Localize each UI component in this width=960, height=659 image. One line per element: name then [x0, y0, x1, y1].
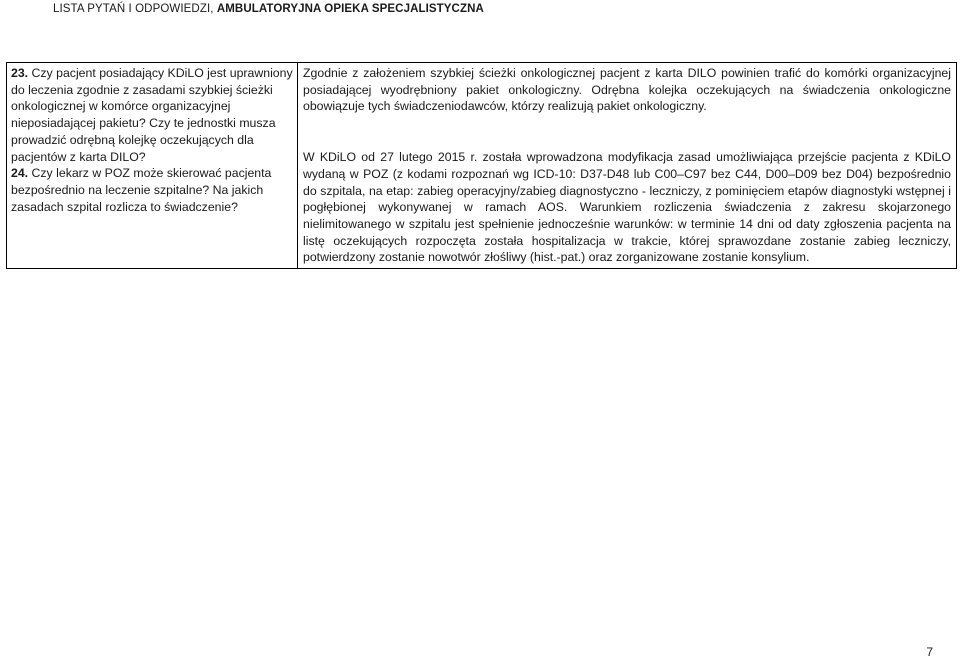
answer-spacer: [303, 115, 951, 149]
header-prefix: LISTA PYTAŃ I ODPOWIEDZI,: [53, 3, 217, 15]
question-number: 24.: [11, 166, 29, 181]
answer-cell: [298, 63, 957, 269]
question-number: 23.: [11, 66, 29, 80]
question-cell: [7, 63, 298, 269]
header-title: AMBULATORYJNA OPIEKA SPECJALISTYCZNA: [216, 3, 484, 15]
page-header: [53, 3, 484, 15]
question-text: Czy pacjent posiadający KDiLO jest uprawniony do leczenia zgodnie z zasadami szybkiej ścieżki onkologicznej w komórce organizacyjnej nieposiadającej pakietu? Czy te jednostki musza prowadzić odrębną kolejkę oczekujących dla pacjentów z karta DILO?: [11, 66, 293, 164]
answer-23: Zgodnie z założeniem szybkiej ścieżki onkologicznej pacjent z karta DILO powinien trafić do komórki organizacyjnej posiadającej wyodrębniony pakiet onkologiczny. Odrębna kolejka oczekujących na świadczenia onkologiczne obowiązuje tych świadczeniodawców, którzy realizują pakiet onkologiczny.: [303, 66, 951, 114]
qa-table: [6, 62, 957, 269]
answer-24: W KDiLO od 27 lutego 2015 r. została wprowadzona modyfikacja zasad umożliwiająca przejście pacjenta z KDiLO wydaną w POZ (z kodami rozpoznań wg ICD-10: D37-D48 lub C00–C97 bez C44, D00–D09 bez D04) bezpośrednio do szpitala, na etap: zabieg operacyjny/zabieg diagnostyczno - leczniczy, z pominięciem etapów diagnostyki wstępnej i pogłębionej wykonywanej w ramach AOS. Warunkiem rozliczenia świadczenia z zakresu skojarzonego nielimitowanego w szpitalu jest spełnienie jednocześnie warunków: w terminie 14 dni od daty zgłoszenia pacjenta na listę oczekujących rozpoczęta została hospitalizacja w trakcie, której sprawozdane zostanie zabieg leczniczy, potwierdzony zostanie nowotwór złośliwy (hist.-pat.) oraz zorganizowane zostanie konsylium.: [303, 150, 951, 265]
page-number: 7: [926, 645, 933, 659]
question-24: [11, 165, 293, 215]
table-row: [7, 63, 957, 269]
question-text: Czy lekarz w POZ może skierować pacjenta bezpośrednio na leczenie szpitalne? Na jakich zasadach szpital rozlicza to świadczenie?: [11, 166, 272, 214]
question-23: [11, 65, 293, 165]
